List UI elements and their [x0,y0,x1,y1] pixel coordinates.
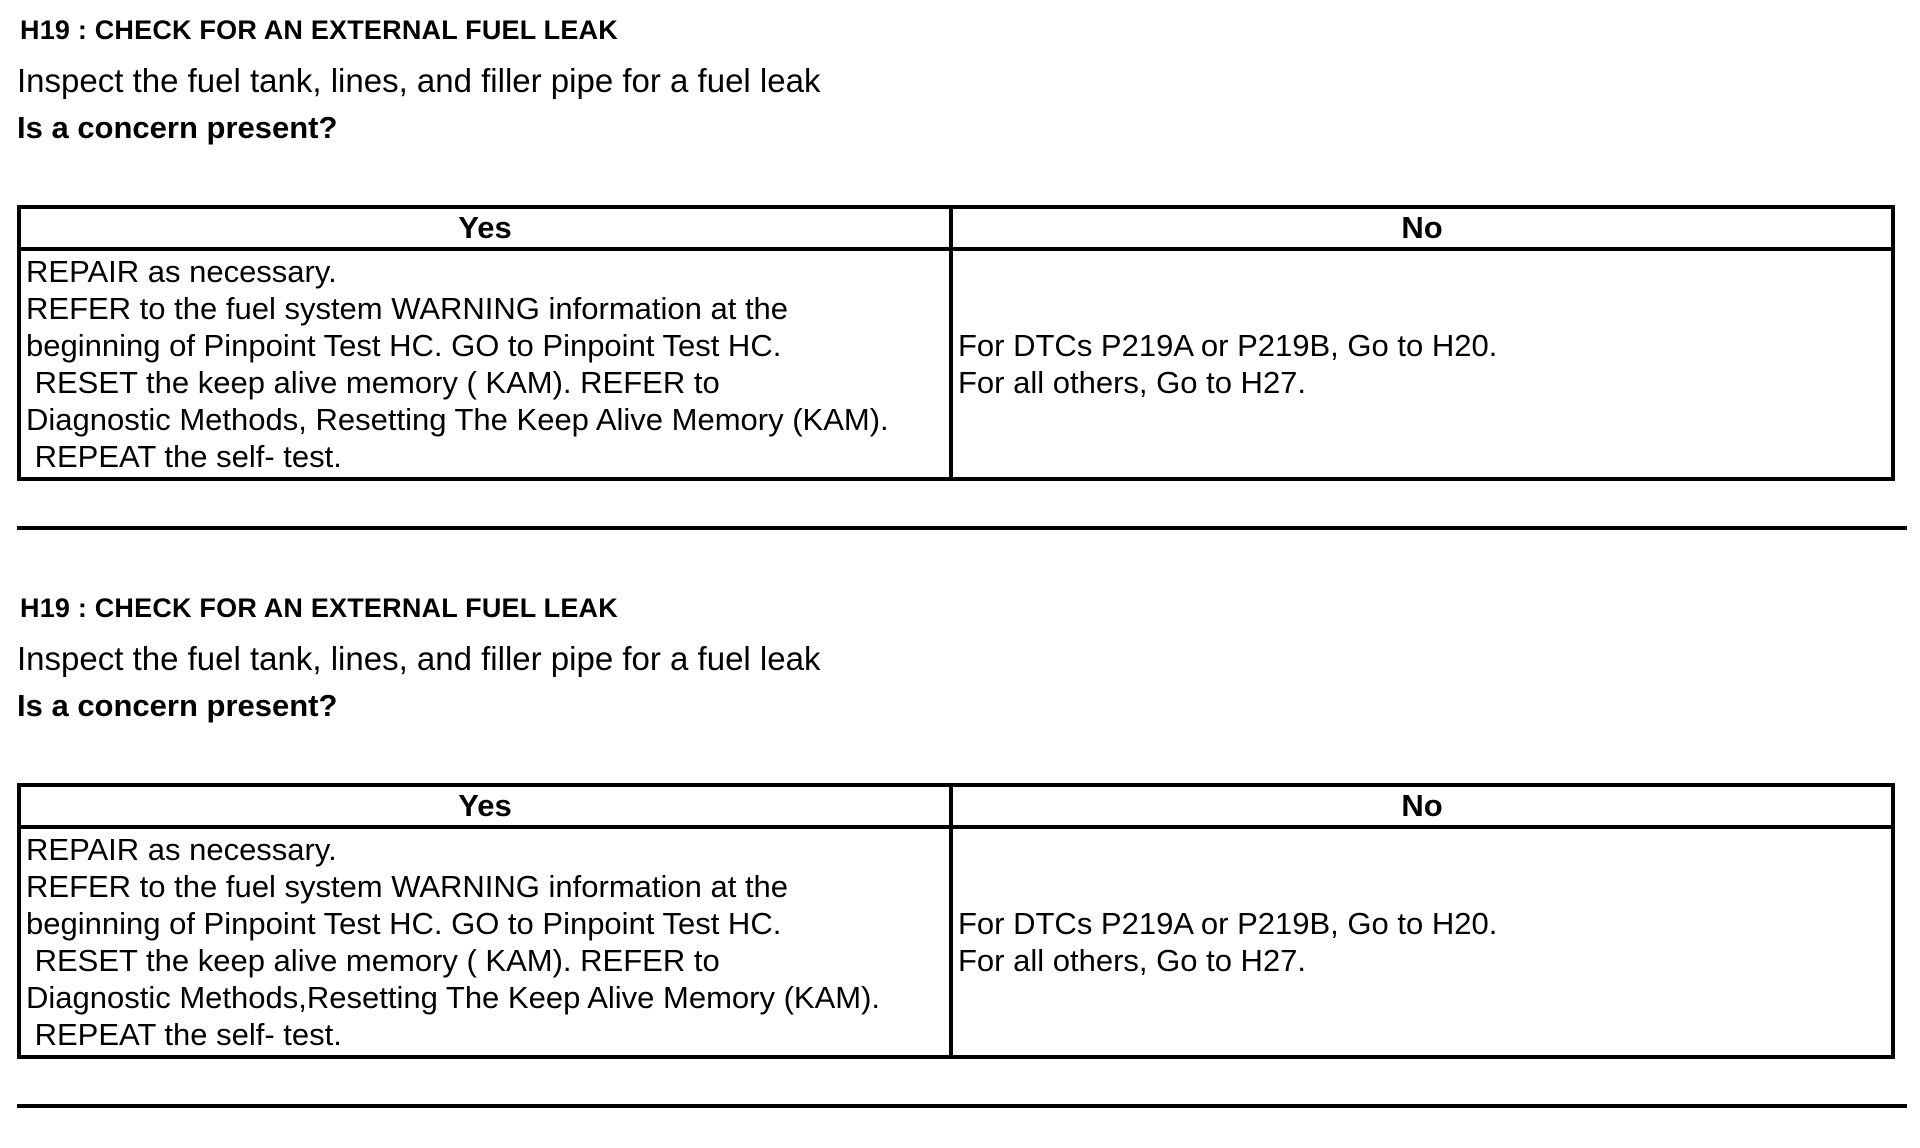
section-divider [17,1104,1907,1108]
section-divider [17,526,1907,530]
table-header-row [19,207,1893,249]
yes-result-line: RESET the keep alive memory ( KAM). REFER to [26,943,720,978]
result-table [17,783,1895,1059]
yes-result-line: RESET the keep alive memory ( KAM). REFER to [26,365,720,400]
yes-header: Yes [19,785,951,827]
no-result-cell [951,249,1893,479]
table-row [19,249,1893,479]
yes-result-cell [19,827,951,1057]
diagnostic-step-1 [17,0,1907,570]
step-title: H19 : CHECK FOR AN EXTERNAL FUEL LEAK [20,593,618,623]
yes-result-line: beginning of Pinpoint Test HC. GO to Pinpoint Test HC. [26,906,782,941]
table-row [19,827,1893,1057]
yes-result-line: Diagnostic Methods, Resetting The Keep Alive Memory (KAM). [26,402,889,437]
yes-result-line: REFER to the fuel system WARNING information at the [26,869,789,904]
yes-result-line: REPAIR as necessary. [26,254,337,289]
step-title: H19 : CHECK FOR AN EXTERNAL FUEL LEAK [20,15,618,45]
step-question: Is a concern present? [17,688,338,723]
yes-result-line: beginning of Pinpoint Test HC. GO to Pinpoint Test HC. [26,328,782,363]
no-result-line: For all others, Go to H27. [958,943,1307,978]
yes-result-line: Diagnostic Methods,Resetting The Keep Alive Memory (KAM). [26,980,881,1015]
no-result-line: For DTCs P219A or P219B, Go to H20. [958,328,1498,363]
no-result-line: For all others, Go to H27. [958,365,1307,400]
step-question: Is a concern present? [17,110,338,145]
yes-result-line: REFER to the fuel system WARNING information at the [26,291,789,326]
step-instruction: Inspect the fuel tank, lines, and filler pipe for a fuel leak [17,62,821,99]
no-result-cell [951,827,1893,1057]
yes-result-line: REPEAT the self- test. [26,439,342,474]
yes-result-line: REPEAT the self- test. [26,1017,342,1052]
diagnostic-step-2 [17,578,1907,1148]
result-table [17,205,1895,481]
table-header-row [19,785,1893,827]
step-instruction: Inspect the fuel tank, lines, and filler pipe for a fuel leak [17,640,821,677]
no-result-line: For DTCs P219A or P219B, Go to H20. [958,906,1498,941]
yes-result-line: REPAIR as necessary. [26,832,337,867]
no-header: No [951,785,1893,827]
no-header: No [951,207,1893,249]
yes-result-cell [19,249,951,479]
yes-header: Yes [19,207,951,249]
